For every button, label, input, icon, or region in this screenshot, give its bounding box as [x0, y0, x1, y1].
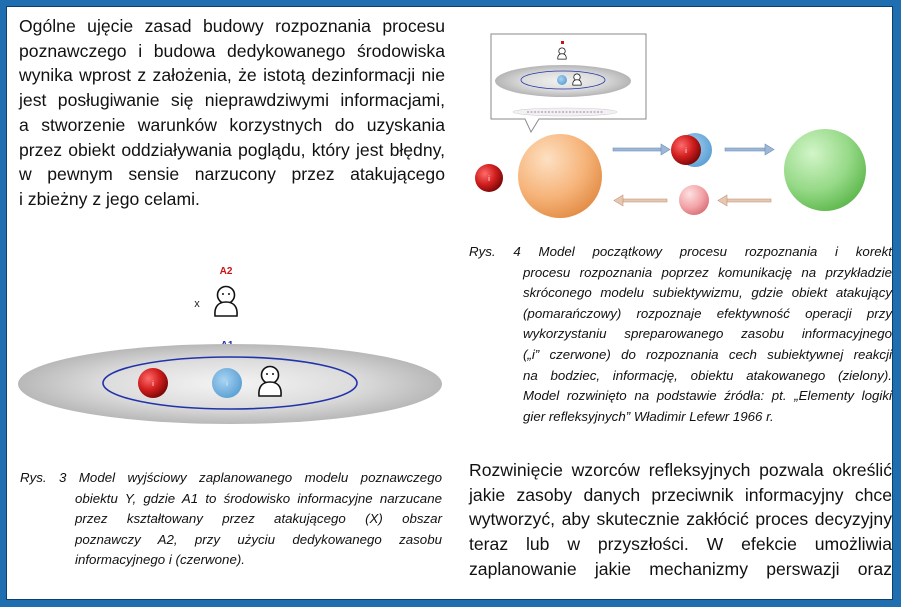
- paragraph-top: [19, 14, 445, 212]
- marker-i: i: [488, 176, 490, 183]
- marker-i: i: [685, 148, 687, 155]
- marker-i-blue: i: [226, 381, 228, 388]
- caption-line: na bodziec, informację, obiektu atakowanego (zielony).: [523, 367, 892, 383]
- page-frame: [6, 6, 893, 600]
- person-icon: [215, 287, 237, 317]
- target-green-ball: [784, 129, 866, 211]
- paragraph-line: Ogólne ujęcie zasad budowy rozpoznania procesu: [19, 16, 445, 36]
- caption-line: gier refleksyjnych” Władimir Lefewr 1966 r.: [523, 408, 774, 424]
- caption-line: Rys. 3 Model wyjściowy zaplanowanego modelu poznawczego: [20, 470, 442, 485]
- caption-line: Model rozwinięto na podstawie źródła: pt. „Elementy logiki: [523, 388, 892, 404]
- caption-line: informacyjnego i (czerwone).: [75, 552, 245, 568]
- inset-blue-ball: [557, 75, 567, 85]
- caption-line: skróconego modelu subiektywizmu, gdzie obiekt atakujący: [523, 285, 892, 301]
- paragraph-line: zaplanowanie jakie mechanizmy perswazji oraz: [469, 558, 892, 579]
- paragraph-line: a stworzenie warunków korzystnych do uzyskania: [19, 114, 445, 135]
- paragraph-bottom: [469, 458, 892, 582]
- caption-line: przez kształtowany przez atakującego (X) obszar: [75, 511, 442, 527]
- caption-line: Rys. 4 Model początkowy procesu rozpoznania i korekt: [469, 244, 892, 259]
- caption-line: procesu rozpoznania poprzez komunikację na przykładzie: [523, 264, 892, 280]
- figure-3-diagram: [16, 256, 452, 456]
- paragraph-line: teraz lub w przyszłości. W efekcie umożliwia: [469, 534, 892, 555]
- figure-4-diagram: [461, 24, 891, 236]
- attacker-orange-ball: [518, 134, 602, 218]
- paragraph-line: w pewnym sensie narzucony przez atakującego: [19, 164, 445, 185]
- arrow-left-icon: [718, 195, 771, 206]
- caption-line: wykorzystaniu spreparowanego zasobu informacyjnego: [523, 326, 892, 342]
- caption-line: („i” czerwone) do rozpoznania cech subiektywnej reakcji: [523, 346, 892, 362]
- paragraph-line: jakie zasoby danych przeciwnik informacyjny chce: [469, 484, 892, 505]
- figure-3-caption: [20, 468, 442, 571]
- reaction-pink-ball: [679, 185, 709, 215]
- caption-line: poznawczy A2, przy użyciu dedykowanego zasobu: [75, 531, 442, 547]
- arrow-left-icon: [614, 195, 667, 206]
- caption-line: obiektu Y, gdzie A1 to środowisko informacyjne narzucane: [75, 490, 442, 506]
- paragraph-line: poznawczego i budowa dedykowanego środowiska: [19, 40, 445, 61]
- paragraph-line: wytworzyć, aby skutecznie zakłócić proces decyzyjny: [469, 509, 892, 530]
- paragraph-line: Rozwinięcie wzorców refleksyjnych pozwala określić: [469, 460, 892, 480]
- paragraph-line: wynika wprost z założenia, że istotą dezinformacji nie: [19, 65, 445, 86]
- label-x: x: [194, 298, 200, 310]
- caption-line: (pomarańczowy) rozpoznaje efektywność operacji przy: [523, 305, 892, 321]
- label-a2: A2: [219, 266, 233, 277]
- arrow-right-icon: [613, 144, 670, 155]
- arrow-right-icon: [725, 144, 774, 155]
- marker-i: i: [152, 381, 154, 388]
- paragraph-line: i zbieżny z jego celami.: [19, 188, 200, 209]
- paragraph-line: jest posługiwanie się nieprawdziwymi informacjami,: [19, 90, 445, 111]
- paragraph-line: przez obiekt oddziaływania poglądu, który jest błędny,: [19, 139, 445, 160]
- figure-4-caption: [469, 242, 892, 427]
